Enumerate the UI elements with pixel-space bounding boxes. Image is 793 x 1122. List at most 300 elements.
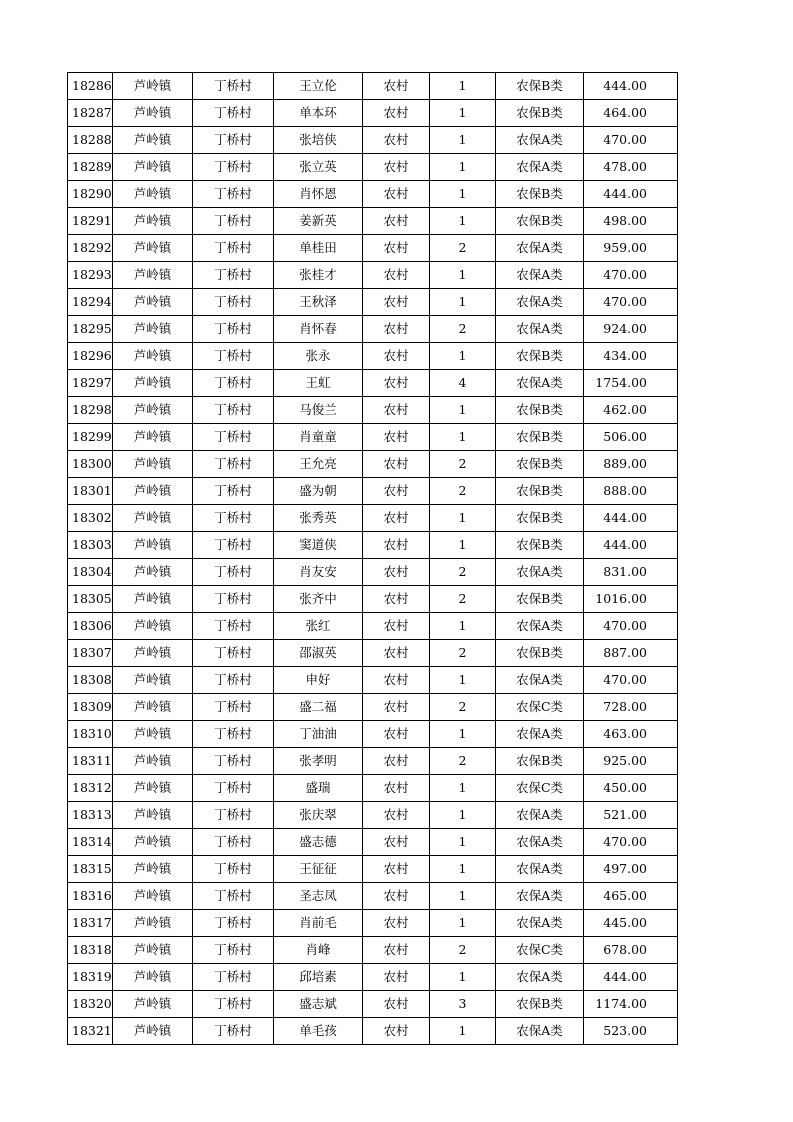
name-cell: 盛二福 — [274, 694, 363, 721]
village-cell: 丁桥村 — [193, 316, 274, 343]
amount-cell: 498.00 — [584, 208, 678, 235]
area-type-cell: 农村 — [363, 856, 430, 883]
area-type-cell: 农村 — [363, 208, 430, 235]
table-row — [68, 451, 678, 478]
table-row — [68, 532, 678, 559]
serial-cell: 18303 — [68, 532, 113, 559]
village-cell: 丁桥村 — [193, 505, 274, 532]
household-count-cell: 1 — [430, 802, 496, 829]
amount-cell: 959.00 — [584, 235, 678, 262]
village-cell: 丁桥村 — [193, 397, 274, 424]
town-cell: 芦岭镇 — [113, 802, 193, 829]
town-cell: 芦岭镇 — [113, 613, 193, 640]
household-count-cell: 1 — [430, 100, 496, 127]
town-cell: 芦岭镇 — [113, 154, 193, 181]
area-type-cell: 农村 — [363, 397, 430, 424]
household-count-cell: 2 — [430, 451, 496, 478]
town-cell: 芦岭镇 — [113, 127, 193, 154]
area-type-cell: 农村 — [363, 343, 430, 370]
household-count-cell: 1 — [430, 289, 496, 316]
serial-cell: 18296 — [68, 343, 113, 370]
town-cell: 芦岭镇 — [113, 235, 193, 262]
town-cell: 芦岭镇 — [113, 73, 193, 100]
village-cell: 丁桥村 — [193, 127, 274, 154]
name-cell: 张桂才 — [274, 262, 363, 289]
table-row — [68, 694, 678, 721]
category-cell: 农保A类 — [496, 910, 584, 937]
town-cell: 芦岭镇 — [113, 559, 193, 586]
name-cell: 肖前毛 — [274, 910, 363, 937]
household-count-cell: 2 — [430, 640, 496, 667]
serial-cell: 18297 — [68, 370, 113, 397]
amount-cell: 444.00 — [584, 505, 678, 532]
name-cell: 张孝明 — [274, 748, 363, 775]
category-cell: 农保B类 — [496, 397, 584, 424]
town-cell: 芦岭镇 — [113, 667, 193, 694]
area-type-cell: 农村 — [363, 748, 430, 775]
table-row — [68, 370, 678, 397]
table-row — [68, 154, 678, 181]
serial-cell: 18292 — [68, 235, 113, 262]
village-cell: 丁桥村 — [193, 235, 274, 262]
serial-cell: 18307 — [68, 640, 113, 667]
name-cell: 申好 — [274, 667, 363, 694]
name-cell: 肖怀恩 — [274, 181, 363, 208]
household-count-cell: 1 — [430, 910, 496, 937]
amount-cell: 444.00 — [584, 73, 678, 100]
serial-cell: 18302 — [68, 505, 113, 532]
serial-cell: 18306 — [68, 613, 113, 640]
household-count-cell: 1 — [430, 424, 496, 451]
town-cell: 芦岭镇 — [113, 478, 193, 505]
household-count-cell: 1 — [430, 613, 496, 640]
name-cell: 王虹 — [274, 370, 363, 397]
table-row — [68, 775, 678, 802]
amount-cell: 888.00 — [584, 478, 678, 505]
serial-cell: 18319 — [68, 964, 113, 991]
table-row — [68, 289, 678, 316]
town-cell: 芦岭镇 — [113, 883, 193, 910]
table-row — [68, 748, 678, 775]
household-count-cell: 1 — [430, 154, 496, 181]
table-row — [68, 586, 678, 613]
amount-cell: 831.00 — [584, 559, 678, 586]
serial-cell: 18318 — [68, 937, 113, 964]
table-row — [68, 613, 678, 640]
area-type-cell: 农村 — [363, 235, 430, 262]
allowance-table — [67, 72, 678, 1045]
amount-cell: 470.00 — [584, 613, 678, 640]
name-cell: 张齐中 — [274, 586, 363, 613]
village-cell: 丁桥村 — [193, 748, 274, 775]
amount-cell: 444.00 — [584, 181, 678, 208]
amount-cell: 889.00 — [584, 451, 678, 478]
table-body — [68, 73, 678, 1045]
name-cell: 单桂田 — [274, 235, 363, 262]
area-type-cell: 农村 — [363, 289, 430, 316]
town-cell: 芦岭镇 — [113, 181, 193, 208]
amount-cell: 444.00 — [584, 532, 678, 559]
category-cell: 农保A类 — [496, 667, 584, 694]
area-type-cell: 农村 — [363, 127, 430, 154]
table-row — [68, 910, 678, 937]
table-row — [68, 667, 678, 694]
category-cell: 农保B类 — [496, 100, 584, 127]
table-row — [68, 478, 678, 505]
town-cell: 芦岭镇 — [113, 991, 193, 1018]
village-cell: 丁桥村 — [193, 73, 274, 100]
amount-cell: 924.00 — [584, 316, 678, 343]
name-cell: 张秀英 — [274, 505, 363, 532]
table-row — [68, 397, 678, 424]
category-cell: 农保B类 — [496, 208, 584, 235]
town-cell: 芦岭镇 — [113, 370, 193, 397]
table-row — [68, 559, 678, 586]
name-cell: 圣志凤 — [274, 883, 363, 910]
serial-cell: 18286 — [68, 73, 113, 100]
category-cell: 农保A类 — [496, 235, 584, 262]
category-cell: 农保B类 — [496, 451, 584, 478]
table-row — [68, 235, 678, 262]
household-count-cell: 1 — [430, 883, 496, 910]
table-row — [68, 73, 678, 100]
area-type-cell: 农村 — [363, 424, 430, 451]
village-cell: 丁桥村 — [193, 775, 274, 802]
category-cell: 农保A类 — [496, 883, 584, 910]
serial-cell: 18304 — [68, 559, 113, 586]
household-count-cell: 2 — [430, 694, 496, 721]
name-cell: 张庆翠 — [274, 802, 363, 829]
category-cell: 农保B类 — [496, 505, 584, 532]
name-cell: 王立伦 — [274, 73, 363, 100]
village-cell: 丁桥村 — [193, 829, 274, 856]
name-cell: 丁油油 — [274, 721, 363, 748]
amount-cell: 1754.00 — [584, 370, 678, 397]
village-cell: 丁桥村 — [193, 694, 274, 721]
household-count-cell: 2 — [430, 316, 496, 343]
name-cell: 肖童童 — [274, 424, 363, 451]
town-cell: 芦岭镇 — [113, 964, 193, 991]
household-count-cell: 1 — [430, 964, 496, 991]
household-count-cell: 3 — [430, 991, 496, 1018]
area-type-cell: 农村 — [363, 964, 430, 991]
village-cell: 丁桥村 — [193, 208, 274, 235]
category-cell: 农保B类 — [496, 586, 584, 613]
area-type-cell: 农村 — [363, 775, 430, 802]
area-type-cell: 农村 — [363, 802, 430, 829]
name-cell: 肖友安 — [274, 559, 363, 586]
area-type-cell: 农村 — [363, 181, 430, 208]
serial-cell: 18312 — [68, 775, 113, 802]
amount-cell: 445.00 — [584, 910, 678, 937]
village-cell: 丁桥村 — [193, 532, 274, 559]
village-cell: 丁桥村 — [193, 910, 274, 937]
town-cell: 芦岭镇 — [113, 937, 193, 964]
category-cell: 农保A类 — [496, 289, 584, 316]
serial-cell: 18311 — [68, 748, 113, 775]
area-type-cell: 农村 — [363, 559, 430, 586]
category-cell: 农保B类 — [496, 748, 584, 775]
household-count-cell: 1 — [430, 1018, 496, 1045]
area-type-cell: 农村 — [363, 586, 430, 613]
category-cell: 农保A类 — [496, 559, 584, 586]
town-cell: 芦岭镇 — [113, 262, 193, 289]
serial-cell: 18309 — [68, 694, 113, 721]
table-row — [68, 721, 678, 748]
household-count-cell: 1 — [430, 343, 496, 370]
household-count-cell: 2 — [430, 937, 496, 964]
serial-cell: 18289 — [68, 154, 113, 181]
serial-cell: 18287 — [68, 100, 113, 127]
household-count-cell: 1 — [430, 181, 496, 208]
area-type-cell: 农村 — [363, 532, 430, 559]
area-type-cell: 农村 — [363, 883, 430, 910]
serial-cell: 18305 — [68, 586, 113, 613]
name-cell: 盛志斌 — [274, 991, 363, 1018]
amount-cell: 523.00 — [584, 1018, 678, 1045]
town-cell: 芦岭镇 — [113, 694, 193, 721]
village-cell: 丁桥村 — [193, 478, 274, 505]
category-cell: 农保B类 — [496, 478, 584, 505]
household-count-cell: 2 — [430, 478, 496, 505]
village-cell: 丁桥村 — [193, 937, 274, 964]
category-cell: 农保B类 — [496, 532, 584, 559]
serial-cell: 18291 — [68, 208, 113, 235]
table-row — [68, 802, 678, 829]
name-cell: 肖怀春 — [274, 316, 363, 343]
town-cell: 芦岭镇 — [113, 100, 193, 127]
household-count-cell: 1 — [430, 397, 496, 424]
village-cell: 丁桥村 — [193, 343, 274, 370]
village-cell: 丁桥村 — [193, 856, 274, 883]
serial-cell: 18301 — [68, 478, 113, 505]
amount-cell: 465.00 — [584, 883, 678, 910]
area-type-cell: 农村 — [363, 694, 430, 721]
serial-cell: 18321 — [68, 1018, 113, 1045]
amount-cell: 470.00 — [584, 829, 678, 856]
area-type-cell: 农村 — [363, 505, 430, 532]
table-row — [68, 991, 678, 1018]
serial-cell: 18316 — [68, 883, 113, 910]
serial-cell: 18290 — [68, 181, 113, 208]
area-type-cell: 农村 — [363, 640, 430, 667]
serial-cell: 18313 — [68, 802, 113, 829]
village-cell: 丁桥村 — [193, 181, 274, 208]
name-cell: 王秋泽 — [274, 289, 363, 316]
household-count-cell: 1 — [430, 505, 496, 532]
village-cell: 丁桥村 — [193, 1018, 274, 1045]
area-type-cell: 农村 — [363, 613, 430, 640]
category-cell: 农保B类 — [496, 991, 584, 1018]
name-cell: 单毛孩 — [274, 1018, 363, 1045]
serial-cell: 18293 — [68, 262, 113, 289]
village-cell: 丁桥村 — [193, 370, 274, 397]
category-cell: 农保A类 — [496, 856, 584, 883]
amount-cell: 521.00 — [584, 802, 678, 829]
category-cell: 农保B类 — [496, 343, 584, 370]
town-cell: 芦岭镇 — [113, 316, 193, 343]
amount-cell: 470.00 — [584, 667, 678, 694]
table-row — [68, 208, 678, 235]
town-cell: 芦岭镇 — [113, 586, 193, 613]
area-type-cell: 农村 — [363, 100, 430, 127]
area-type-cell: 农村 — [363, 910, 430, 937]
serial-cell: 18308 — [68, 667, 113, 694]
area-type-cell: 农村 — [363, 1018, 430, 1045]
category-cell: 农保A类 — [496, 1018, 584, 1045]
serial-cell: 18295 — [68, 316, 113, 343]
town-cell: 芦岭镇 — [113, 424, 193, 451]
category-cell: 农保B类 — [496, 424, 584, 451]
area-type-cell: 农村 — [363, 73, 430, 100]
area-type-cell: 农村 — [363, 451, 430, 478]
town-cell: 芦岭镇 — [113, 505, 193, 532]
town-cell: 芦岭镇 — [113, 856, 193, 883]
table-row — [68, 127, 678, 154]
household-count-cell: 2 — [430, 559, 496, 586]
category-cell: 农保A类 — [496, 127, 584, 154]
household-count-cell: 1 — [430, 775, 496, 802]
amount-cell: 925.00 — [584, 748, 678, 775]
area-type-cell: 农村 — [363, 667, 430, 694]
table-row — [68, 1018, 678, 1045]
village-cell: 丁桥村 — [193, 883, 274, 910]
amount-cell: 1174.00 — [584, 991, 678, 1018]
serial-cell: 18288 — [68, 127, 113, 154]
amount-cell: 497.00 — [584, 856, 678, 883]
village-cell: 丁桥村 — [193, 100, 274, 127]
serial-cell: 18320 — [68, 991, 113, 1018]
household-count-cell: 4 — [430, 370, 496, 397]
amount-cell: 450.00 — [584, 775, 678, 802]
household-count-cell: 2 — [430, 586, 496, 613]
name-cell: 王征征 — [274, 856, 363, 883]
village-cell: 丁桥村 — [193, 667, 274, 694]
table-row — [68, 316, 678, 343]
village-cell: 丁桥村 — [193, 559, 274, 586]
table-row — [68, 505, 678, 532]
household-count-cell: 1 — [430, 127, 496, 154]
area-type-cell: 农村 — [363, 721, 430, 748]
name-cell: 张立英 — [274, 154, 363, 181]
category-cell: 农保A类 — [496, 370, 584, 397]
village-cell: 丁桥村 — [193, 262, 274, 289]
town-cell: 芦岭镇 — [113, 343, 193, 370]
category-cell: 农保A类 — [496, 262, 584, 289]
table-row — [68, 964, 678, 991]
name-cell: 盛瑞 — [274, 775, 363, 802]
area-type-cell: 农村 — [363, 262, 430, 289]
amount-cell: 470.00 — [584, 262, 678, 289]
table-row — [68, 829, 678, 856]
household-count-cell: 2 — [430, 235, 496, 262]
table-row — [68, 100, 678, 127]
town-cell: 芦岭镇 — [113, 532, 193, 559]
town-cell: 芦岭镇 — [113, 775, 193, 802]
household-count-cell: 1 — [430, 829, 496, 856]
town-cell: 芦岭镇 — [113, 829, 193, 856]
name-cell: 马俊兰 — [274, 397, 363, 424]
table-row — [68, 181, 678, 208]
amount-cell: 887.00 — [584, 640, 678, 667]
name-cell: 张红 — [274, 613, 363, 640]
name-cell: 张培侠 — [274, 127, 363, 154]
village-cell: 丁桥村 — [193, 154, 274, 181]
village-cell: 丁桥村 — [193, 586, 274, 613]
name-cell: 窦道侠 — [274, 532, 363, 559]
area-type-cell: 农村 — [363, 478, 430, 505]
town-cell: 芦岭镇 — [113, 910, 193, 937]
category-cell: 农保B类 — [496, 73, 584, 100]
name-cell: 王允亮 — [274, 451, 363, 478]
name-cell: 邵淑英 — [274, 640, 363, 667]
table-row — [68, 937, 678, 964]
table-row — [68, 262, 678, 289]
amount-cell: 434.00 — [584, 343, 678, 370]
area-type-cell: 农村 — [363, 154, 430, 181]
village-cell: 丁桥村 — [193, 964, 274, 991]
name-cell: 单本环 — [274, 100, 363, 127]
category-cell: 农保C类 — [496, 775, 584, 802]
table-row — [68, 883, 678, 910]
amount-cell: 444.00 — [584, 964, 678, 991]
category-cell: 农保C类 — [496, 694, 584, 721]
household-count-cell: 1 — [430, 262, 496, 289]
amount-cell: 506.00 — [584, 424, 678, 451]
area-type-cell: 农村 — [363, 370, 430, 397]
table-row — [68, 856, 678, 883]
household-count-cell: 2 — [430, 748, 496, 775]
category-cell: 农保B类 — [496, 640, 584, 667]
category-cell: 农保A类 — [496, 721, 584, 748]
category-cell: 农保C类 — [496, 937, 584, 964]
name-cell: 邱培素 — [274, 964, 363, 991]
household-count-cell: 1 — [430, 667, 496, 694]
serial-cell: 18299 — [68, 424, 113, 451]
village-cell: 丁桥村 — [193, 991, 274, 1018]
serial-cell: 18300 — [68, 451, 113, 478]
area-type-cell: 农村 — [363, 937, 430, 964]
town-cell: 芦岭镇 — [113, 640, 193, 667]
village-cell: 丁桥村 — [193, 721, 274, 748]
category-cell: 农保A类 — [496, 802, 584, 829]
household-count-cell: 1 — [430, 532, 496, 559]
amount-cell: 463.00 — [584, 721, 678, 748]
household-count-cell: 1 — [430, 208, 496, 235]
amount-cell: 728.00 — [584, 694, 678, 721]
amount-cell: 1016.00 — [584, 586, 678, 613]
serial-cell: 18314 — [68, 829, 113, 856]
town-cell: 芦岭镇 — [113, 721, 193, 748]
area-type-cell: 农村 — [363, 316, 430, 343]
category-cell: 农保A类 — [496, 964, 584, 991]
table-row — [68, 343, 678, 370]
serial-cell: 18310 — [68, 721, 113, 748]
town-cell: 芦岭镇 — [113, 208, 193, 235]
town-cell: 芦岭镇 — [113, 451, 193, 478]
village-cell: 丁桥村 — [193, 802, 274, 829]
household-count-cell: 1 — [430, 856, 496, 883]
amount-cell: 470.00 — [584, 289, 678, 316]
household-count-cell: 1 — [430, 73, 496, 100]
amount-cell: 470.00 — [584, 127, 678, 154]
amount-cell: 462.00 — [584, 397, 678, 424]
serial-cell: 18298 — [68, 397, 113, 424]
town-cell: 芦岭镇 — [113, 289, 193, 316]
category-cell: 农保A类 — [496, 316, 584, 343]
town-cell: 芦岭镇 — [113, 1018, 193, 1045]
name-cell: 姜新英 — [274, 208, 363, 235]
